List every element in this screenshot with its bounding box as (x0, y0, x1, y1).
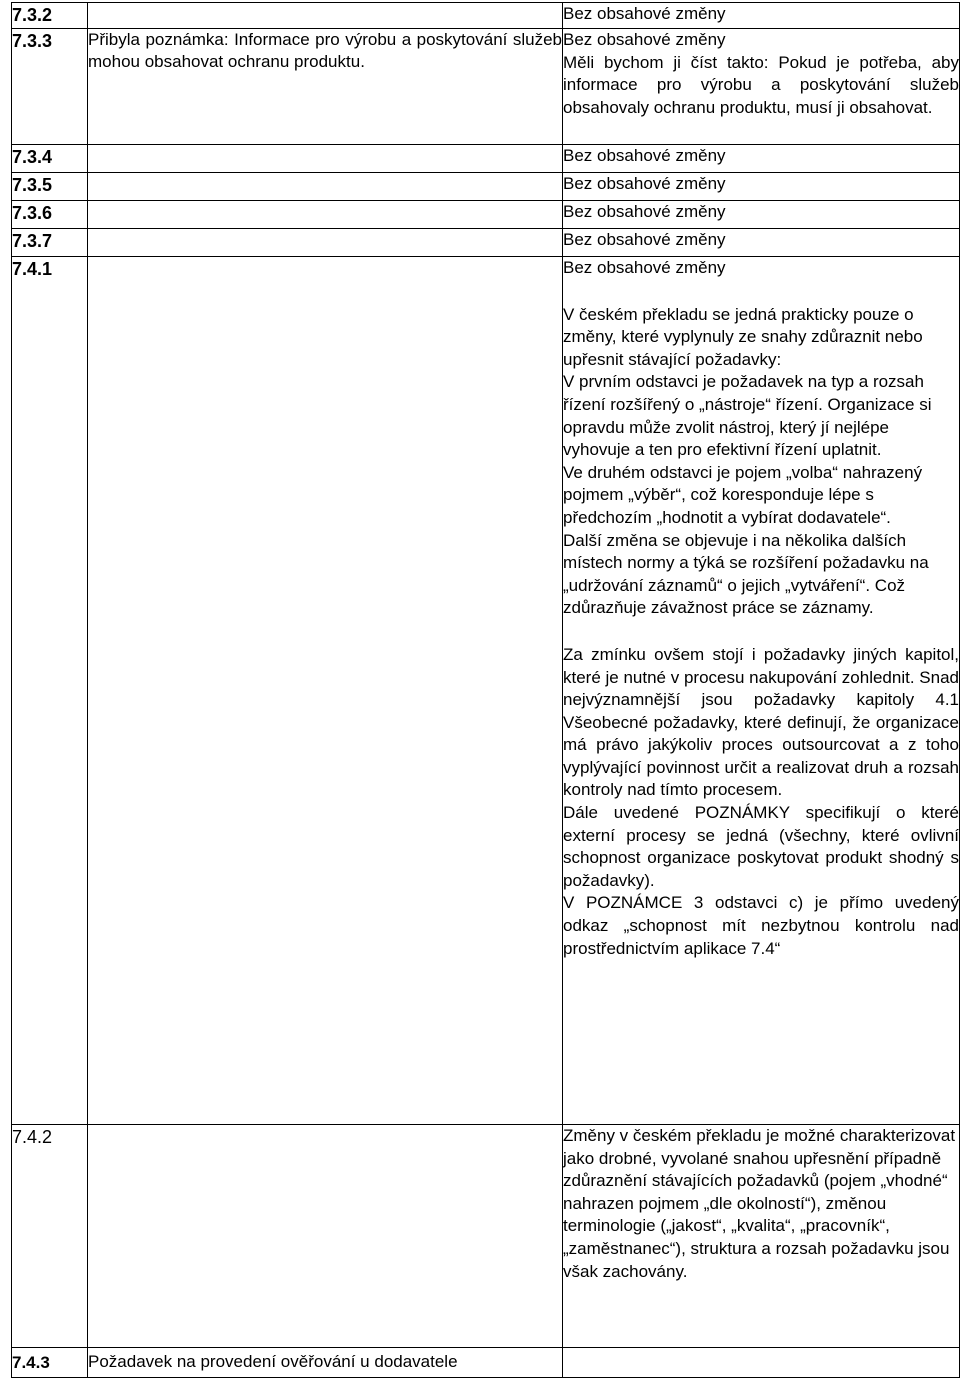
change-note (88, 145, 563, 173)
comment-line: Bez obsahové změny (563, 30, 726, 49)
comment-paragraph: Měli bychom ji číst takto: Pokud je potřeba, aby informace pro výrobu a poskytování služeb obsahovaly ochranu produktu, musí ji obsahovat. (563, 52, 959, 117)
table-row (12, 1348, 960, 1378)
change-note: Požadavek na provedení ověřování u dodavatele (88, 1348, 563, 1378)
comment-cell: Bez obsahové změny (563, 201, 960, 229)
clause-number: 7.3.6 (12, 201, 88, 229)
change-note (88, 257, 563, 1125)
table-row (12, 257, 960, 1125)
comparison-table (11, 2, 960, 1378)
table-row (12, 173, 960, 201)
comment-cell: Změny v českém překladu je možné charakterizovat jako drobné, vyvolané snahou upřesnění případně zdůraznění stávajících požadavků (pojem „vhodné“ nahrazen pojmem „dle okolností“), změnou terminologie („jakost“, „kvalita“, „pracovník“, „zaměstnanec“), struktura a rozsah požadavku jsou však zachovány. (563, 1125, 960, 1348)
table-row (12, 1125, 960, 1348)
comment-cell (563, 257, 960, 1125)
clause-number: 7.4.1 (12, 257, 88, 1125)
comment-cell (563, 29, 960, 145)
comment-paragraph: V českém překladu se jedná prakticky pouze o změny, které vyplynuly ze snahy zdůraznit nebo upřesnit stávající požadavky: (563, 304, 923, 369)
clause-number: 7.3.7 (12, 229, 88, 257)
change-note: Přibyla poznámka: Informace pro výrobu a poskytování služeb mohou obsahovat ochranu produktu. (88, 29, 563, 145)
clause-number: 7.3.4 (12, 145, 88, 173)
comment-line: Bez obsahové změny (563, 258, 726, 277)
table-row (12, 229, 960, 257)
table-row (12, 29, 960, 145)
clause-number: 7.4.2 (12, 1125, 88, 1348)
clause-number: 7.3.5 (12, 173, 88, 201)
table-row (12, 3, 960, 29)
comment-cell: Bez obsahové změny (563, 3, 960, 29)
comment-paragraph: Dále uvedené POZNÁMKY specifikují o které externí procesy se jedná (všechny, které ovlivní schopnost organizace poskytovat produkt shodný s požadavky). (563, 803, 959, 890)
change-note (88, 229, 563, 257)
clause-number: 7.4.3 (12, 1348, 88, 1378)
comment-paragraph: V POZNÁMCE 3 odstavci c) je přímo uvedený odkaz „schopnost mít nezbytnou kontrolu nad prostřednictvím aplikace 7.4“ (563, 893, 959, 958)
comment-paragraph: Další změna se objevuje i na několika dalších místech normy a týká se rozšíření požadavku na „udržování záznamů“ o jejich „vytváření“. Což zdůrazňuje závažnost práce se záznamy. (563, 530, 929, 618)
comment-paragraph: Za zmínku ovšem stojí i požadavky jiných kapitol, které je nutné v procesu nakupování zohlednit. Snad nejvýznamnější jsou požadavky kapitoly 4.1 Všeobecné požadavky, které definují, že organizace má právo jakýkoliv proces outsourcovat a z toho vyplývající povinnost určit a realizovat druh a rozsah kontroly nad tímto procesem. (563, 644, 959, 800)
comment-cell: Bez obsahové změny (563, 145, 960, 173)
comment-paragraph: V prvním odstavci je požadavek na typ a rozsah řízení rozšířený o „nástroje“ řízení. Organizace si opravdu může zvolit nástroj, který jí nejlépe vyhovuje a ten pro efektivní řízení uplatnit. (563, 372, 932, 460)
comment-cell (563, 1348, 960, 1378)
table-row (12, 145, 960, 173)
change-note (88, 1125, 563, 1348)
change-note (88, 173, 563, 201)
clause-number: 7.3.2 (12, 3, 88, 29)
comment-paragraph: Ve druhém odstavci je pojem „volba“ nahrazený pojmem „výběr“, což koresponduje lépe s předchozím „hodnotit a vybírat dodavatele“. (563, 462, 923, 527)
change-note (88, 3, 563, 29)
comment-cell: Bez obsahové změny (563, 173, 960, 201)
comment-cell: Bez obsahové změny (563, 229, 960, 257)
change-note (88, 201, 563, 229)
clause-number: 7.3.3 (12, 29, 88, 145)
table-row (12, 201, 960, 229)
